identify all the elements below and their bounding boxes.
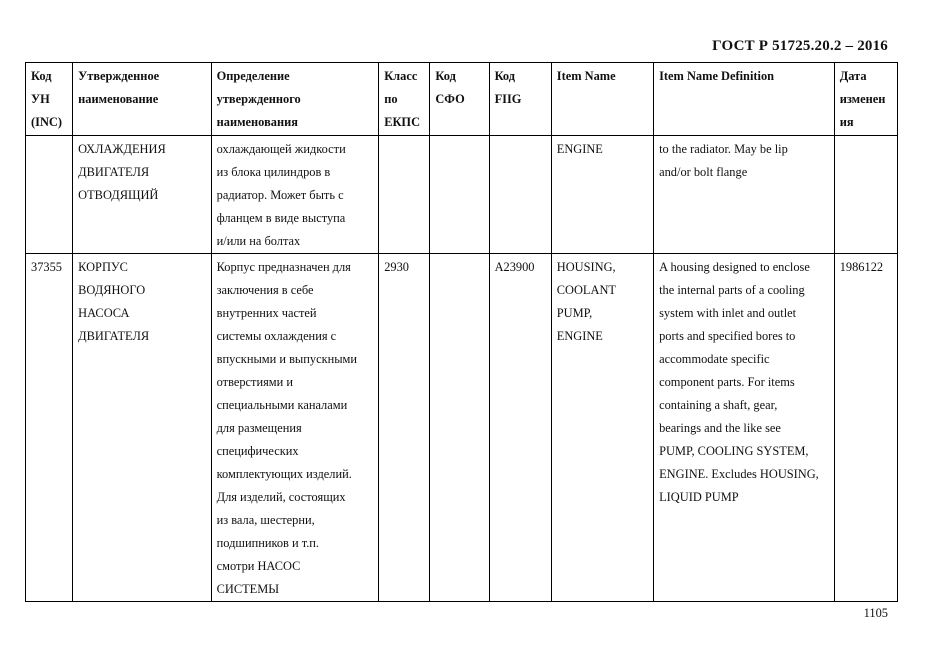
cell-approved-name: ОХЛАЖДЕНИЯ ДВИГАТЕЛЯ ОТВОДЯЩИЙ: [73, 136, 211, 254]
header-ekps-class: Класс по ЕКПС: [379, 63, 430, 136]
table-row: [26, 254, 898, 602]
cell-item-name-definition: A housing designed to enclose the internal parts of a cooling system with inlet and outlet ports and specified bores to accommodate specific component parts. For items containing a shaft, gear, bearings and the like see PUMP, COOLING SYSTEM, ENGINE. Excludes HOUSING, LIQUID PUMP: [654, 254, 835, 602]
header-item-name-definition: Item Name Definition: [654, 63, 835, 136]
cell-ekps-class: [379, 136, 430, 254]
header-item-name: Item Name: [551, 63, 653, 136]
page-number: 1105: [863, 606, 888, 620]
cell-approved-name: КОРПУС ВОДЯНОГО НАСОСА ДВИГАТЕЛЯ: [73, 254, 211, 602]
cell-inc-code: [26, 136, 73, 254]
cell-definition: Корпус предназначен для заключения в себе внутренних частей системы охлаждения с впускными и выпускными отверстиями и специальными каналами для размещения специфических комплектующих изделий. Для изделий, состоящих из вала, шестерни, подшипников и т.п. смотри НАСОС СИСТЕМЫ: [211, 254, 379, 602]
cell-item-name: ENGINE: [551, 136, 653, 254]
header-approved-name: Утвержденное наименование: [73, 63, 211, 136]
cell-inc-code: 37355: [26, 254, 73, 602]
cell-definition: охлаждающей жидкости из блока цилиндров в радиатор. Может быть с фланцем в виде выступа и/или на болтах: [211, 136, 379, 254]
cell-fiig-code: [489, 136, 551, 254]
header-fiig-code: Код FIIG: [489, 63, 551, 136]
cell-fiig-code: A23900: [489, 254, 551, 602]
header-definition: Определение утвержденного наименования: [211, 63, 379, 136]
cell-change-date: [834, 136, 897, 254]
header-inc-code: Код УН (INC): [26, 63, 73, 136]
cell-ekps-class: 2930: [379, 254, 430, 602]
header-change-date: Дата изменен ия: [834, 63, 897, 136]
table-row: [26, 136, 898, 254]
table-header-row: [26, 63, 898, 136]
document-header: ГОСТ Р 51725.20.2 – 2016: [712, 38, 888, 54]
header-sfo-code: Код СФО: [430, 63, 489, 136]
cell-sfo-code: [430, 254, 489, 602]
cell-change-date: 1986122: [834, 254, 897, 602]
catalog-table: [25, 62, 898, 602]
cell-sfo-code: [430, 136, 489, 254]
cell-item-name: HOUSING, COOLANT PUMP, ENGINE: [551, 254, 653, 602]
cell-item-name-definition: to the radiator. May be lip and/or bolt flange: [654, 136, 835, 254]
